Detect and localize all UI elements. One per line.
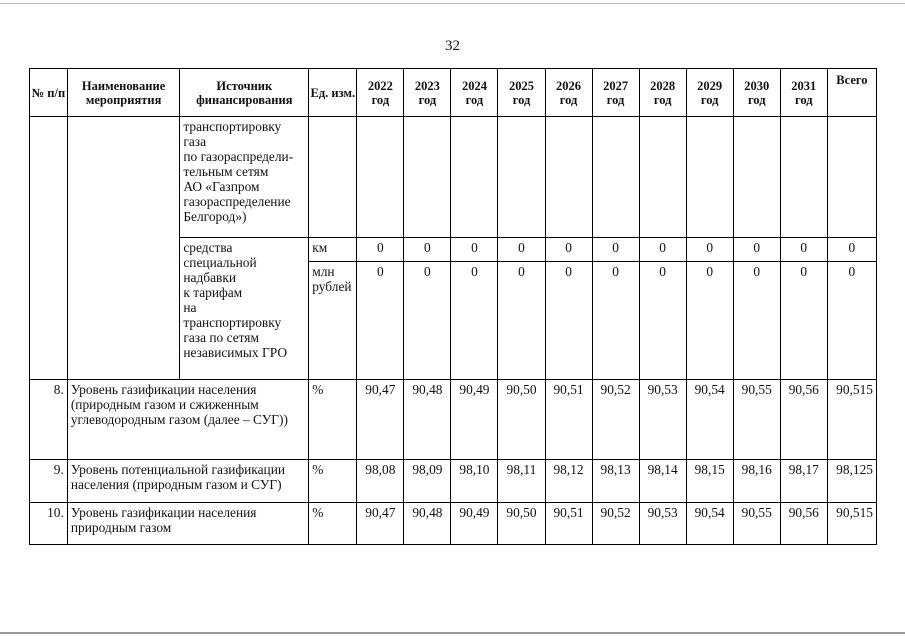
- row-name: Уровень газификации населения природным газом: [67, 503, 308, 545]
- value-cell: 90,55: [733, 380, 780, 460]
- value-cell: 0: [780, 238, 827, 262]
- empty-cell: [780, 117, 827, 238]
- row-name: Уровень потенциальной газификации населения (природным газом и СУГ): [67, 460, 308, 503]
- total-cell: 90,515: [827, 503, 876, 545]
- value-cell: 0: [357, 262, 404, 380]
- empty-cell: [733, 117, 780, 238]
- value-cell: 0: [357, 238, 404, 262]
- measures-table: [29, 68, 877, 545]
- header-unit: Ед. изм.: [309, 69, 357, 117]
- total-cell: 0: [827, 238, 876, 262]
- value-cell: 90,52: [592, 503, 639, 545]
- value-cell: 90,55: [733, 503, 780, 545]
- table-row: [30, 503, 877, 545]
- page-number: 32: [445, 38, 460, 54]
- table-row: [30, 460, 877, 503]
- value-cell: 0: [498, 238, 545, 262]
- value-cell: 0: [733, 262, 780, 380]
- value-cell: 0: [639, 238, 686, 262]
- empty-cell: [827, 117, 876, 238]
- header-year: 2031 год: [780, 69, 827, 117]
- value-cell: 0: [639, 262, 686, 380]
- continuation-source-text: транспортировку газа по газораспредели- тельным сетям АО «Газпром газораспределение Белгород»): [183, 119, 294, 224]
- special-fund-source-text: средства специальной надбавки к тарифам на транспортировку газа по сетям независимых ГРО: [183, 240, 287, 360]
- value-cell: 98,12: [545, 460, 592, 503]
- row-name: Уровень газификации населения (природным газом и сжиженным углеводородным газом (далее – СУГ)): [67, 380, 308, 460]
- header-year: 2023 год: [404, 69, 451, 117]
- value-cell: 0: [451, 262, 498, 380]
- value-cell: 90,47: [357, 380, 404, 460]
- value-cell: 90,50: [498, 503, 545, 545]
- header-year: 2024 год: [451, 69, 498, 117]
- value-cell: 0: [404, 238, 451, 262]
- header-year: 2027 год: [592, 69, 639, 117]
- unit-cell: %: [309, 503, 357, 545]
- unit-cell: %: [309, 380, 357, 460]
- value-cell: 0: [451, 238, 498, 262]
- empty-cell: [309, 117, 357, 238]
- scan-edge-bottom: [0, 632, 905, 634]
- empty-cell: [451, 117, 498, 238]
- value-cell: 0: [733, 238, 780, 262]
- value-cell: 90,48: [404, 380, 451, 460]
- value-cell: 98,11: [498, 460, 545, 503]
- continuation-source-cell: [180, 117, 309, 238]
- special-fund-source-cell: [180, 238, 309, 380]
- value-cell: 0: [545, 262, 592, 380]
- empty-cell: [639, 117, 686, 238]
- value-cell: 90,56: [780, 503, 827, 545]
- table-row: [30, 380, 877, 460]
- continuation-num-cell: [30, 117, 68, 380]
- empty-cell: [592, 117, 639, 238]
- continuation-name-cell: [67, 117, 180, 380]
- value-cell: 90,53: [639, 380, 686, 460]
- value-cell: 90,52: [592, 380, 639, 460]
- unit-cell: млн рублей: [309, 262, 357, 380]
- header-year: 2025 год: [498, 69, 545, 117]
- value-cell: 98,13: [592, 460, 639, 503]
- empty-cell: [404, 117, 451, 238]
- value-cell: 0: [592, 238, 639, 262]
- value-cell: 90,49: [451, 503, 498, 545]
- value-cell: 90,51: [545, 503, 592, 545]
- empty-cell: [498, 117, 545, 238]
- continuation-row: [30, 117, 877, 238]
- unit-cell: %: [309, 460, 357, 503]
- value-cell: 0: [545, 238, 592, 262]
- header-year: 2022 год: [357, 69, 404, 117]
- value-cell: 98,08: [357, 460, 404, 503]
- header-year: 2026 год: [545, 69, 592, 117]
- total-cell: 98,125: [827, 460, 876, 503]
- value-cell: 98,09: [404, 460, 451, 503]
- value-cell: 90,48: [404, 503, 451, 545]
- value-cell: 90,54: [686, 380, 733, 460]
- header-source: Источник финансирования: [180, 69, 309, 117]
- value-cell: 0: [404, 262, 451, 380]
- empty-cell: [545, 117, 592, 238]
- row-num: 10.: [30, 503, 68, 545]
- value-cell: 98,17: [780, 460, 827, 503]
- value-cell: 98,15: [686, 460, 733, 503]
- value-cell: 90,47: [357, 503, 404, 545]
- value-cell: 0: [592, 262, 639, 380]
- empty-cell: [357, 117, 404, 238]
- value-cell: 0: [498, 262, 545, 380]
- unit-cell: км: [309, 238, 357, 262]
- value-cell: 98,10: [451, 460, 498, 503]
- value-cell: 90,53: [639, 503, 686, 545]
- header-year: 2029 год: [686, 69, 733, 117]
- row-num: 8.: [30, 380, 68, 460]
- scan-edge-top: [0, 3, 905, 4]
- value-cell: 0: [780, 262, 827, 380]
- header-year: 2028 год: [639, 69, 686, 117]
- header-row: [30, 69, 877, 117]
- value-cell: 98,16: [733, 460, 780, 503]
- header-name: Наименование мероприятия: [67, 69, 180, 117]
- value-cell: 0: [686, 238, 733, 262]
- header-year: 2030 год: [733, 69, 780, 117]
- value-cell: 90,49: [451, 380, 498, 460]
- value-cell: 98,14: [639, 460, 686, 503]
- header-total: Всего: [827, 69, 876, 117]
- empty-cell: [686, 117, 733, 238]
- value-cell: 90,56: [780, 380, 827, 460]
- value-cell: 90,51: [545, 380, 592, 460]
- value-cell: 90,50: [498, 380, 545, 460]
- header-num: № п/п: [30, 69, 68, 117]
- row-num: 9.: [30, 460, 68, 503]
- total-cell: 90,515: [827, 380, 876, 460]
- value-cell: 0: [686, 262, 733, 380]
- total-cell: 0: [827, 262, 876, 380]
- value-cell: 90,54: [686, 503, 733, 545]
